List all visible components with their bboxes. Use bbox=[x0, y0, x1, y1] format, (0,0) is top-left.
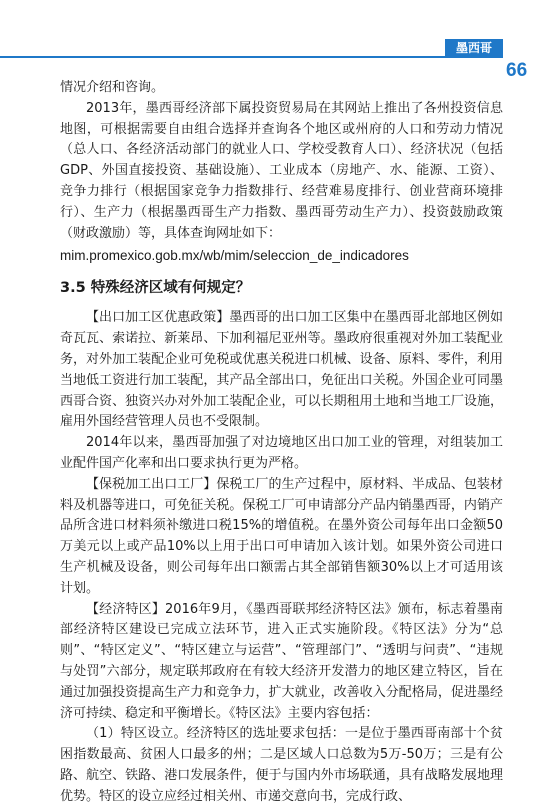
header-rule bbox=[0, 56, 503, 58]
paragraph-special-economic-zone: 【经济特区】2016年9月，《墨西哥联邦经济特区法》颁布，标志着墨南部经济特区建设已完成立法环节，进入正式实施阶段。《特区法》分为“总则”、“特区定义”、“特区建立与运营”、“管理部门”、“透明与问责”、“违规与处罚”六部分，规定联邦政府在有较大经济开发潜力的地区建立特区，旨在通过加强投资提高生产力和竞争力，扩大就业，改善收入分配格局，促进墨经济可持续、稳定和平衡增长。《特区法》主要内容包括： bbox=[60, 601, 503, 721]
paragraph-investment-map: 2013年，墨西哥经济部下属投资贸易局在其网站上推出了各州投资信息地图，可根据需要自由组合选择并查询各个地区或州府的人口和劳动力情况（总人口、各经济活动部门的就业人口、学校受教育人口）、经济状况（包括GDP、外国直接投资、基础设施）、工业成本（房地产、水、能源、工资）、竞争力排行（根据国家竞争力指数排行、经营难易度排行、创业营商环境排行）、生产力（根据墨西哥生产力指数、墨西哥劳动生产力）、投资鼓励政策（财政激励）等，具体查询网址如下： bbox=[60, 100, 503, 241]
section-heading: 3.5 特殊经济区域有何规定？ bbox=[60, 280, 251, 297]
page-number: 66 bbox=[506, 60, 528, 81]
paragraph-continuation: 情况介绍和咨询。 bbox=[60, 80, 165, 95]
paragraph-border-management: 2014年以来，墨西哥加强了对边境地区出口加工业的管理，对组装加工业配件国产化率和出口要求执行更为严格。 bbox=[60, 435, 503, 471]
paragraph-export-processing-zone: 【出口加工区优惠政策】墨西哥的出口加工区集中在墨西哥北部地区例如奇瓦瓦、索诺拉、新莱昂、下加利福尼亚州等。墨政府很重视对外加工装配业务，对外加工装配企业可免税或优惠关税进口机械、设备、原料、零件，利用当地低工资进行加工装配，其产品全部出口，免征出口关税。外国企业可同墨西哥合资、独资兴办对外加工装配企业，可以长期租用土地和当地工厂设施，雇用外国经营管理人员也不受限制。 bbox=[60, 310, 503, 430]
page-body bbox=[60, 78, 503, 808]
query-url: mim.promexico.gob.mx/wb/mim/seleccion_de_indicadores bbox=[60, 248, 409, 264]
paragraph-zone-establishment: （1）特区设立。经济特区的选址要求包括：一是位于墨西哥南部十个贫困指数最高、贫困人口最多的州；二是区域人口总数为5万-50万；三是有公路、航空、铁路、港口发展条件，便于与国内外市场联通，具有战略发展地理优势。特区的设立应经过相关州、市递交意向书，完成行政、 bbox=[60, 726, 503, 804]
paragraph-bonded-factory: 【保税加工出口工厂】保税工厂的生产过程中，原材料、半成品、包装材料及机器等进口，可免征关税。保税工厂可申请部分产品内销墨西哥，内销产品所含进口材料须补缴进口税15%的增值税。在墨外资公司每年出口金额50万美元以上或产品10%以上用于出口可申请加入该计划。如果外资公司进口生产机械及设备，则公司每年出口额需占其全部销售额30%以上才可适用该计划。 bbox=[60, 476, 503, 596]
running-header-title: 墨西哥 bbox=[455, 41, 492, 55]
